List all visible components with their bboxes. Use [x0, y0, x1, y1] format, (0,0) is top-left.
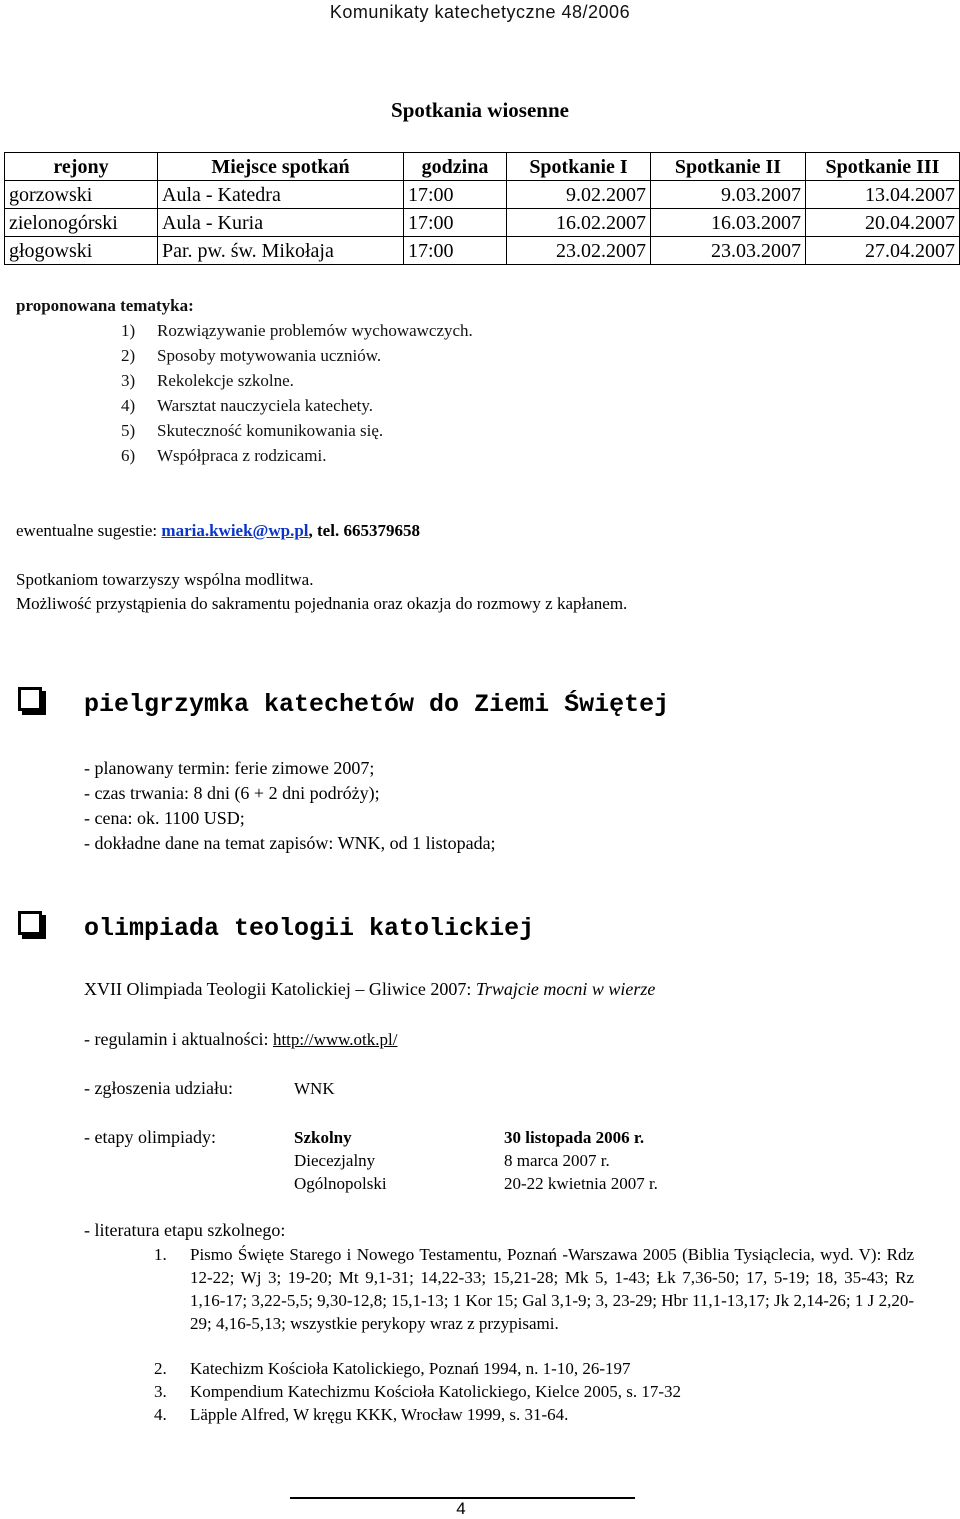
- column-header: Spotkanie II: [651, 153, 806, 181]
- list-text: Sposoby motywowania uczniów.: [157, 346, 382, 365]
- list-item: [121, 446, 326, 466]
- list-text: Skuteczność komunikowania się.: [157, 421, 384, 440]
- literature-text: Pismo Święte Starego i Nowego Testamentu, Poznań -Warszawa 2005 (Biblia Tysiąclecia, wyd. V): Rdz 12-22; Wj 3; 19-20; Mt 9,1-31; 14,22-33; 15,21-28; Mk 5, 1-43; Łk 7,36-50; 17, 5-19; 18, 35-43; Rz 1,16-17; 3,22-5,5; 9,30-12,8; 15,1-13; 1 Kor 15; Gal 3,1-9; 3, 23-29; Hbr 11,1-13,17; Jk 2,14-26; 1 J 2,20-29; 4,16-5,13; wszystkie perykopy wraz z przypisami.: [190, 1245, 914, 1333]
- stage-date: 8 marca 2007 r.: [504, 1151, 610, 1170]
- list-text: Rekolekcje szkolne.: [157, 371, 294, 390]
- literature-item: [154, 1243, 914, 1335]
- stage-date: 20-22 kwietnia 2007 r.: [504, 1174, 658, 1193]
- table-cell: 13.04.2007: [806, 181, 960, 209]
- stage-name: Ogólnopolski: [294, 1174, 387, 1193]
- table-row: [5, 237, 960, 265]
- page-title: Spotkania wiosenne: [391, 98, 569, 122]
- literature-number: 4.: [154, 1405, 167, 1424]
- running-header: Komunikaty katechetyczne 48/2006: [329, 2, 631, 22]
- table-cell: zielonogórski: [5, 209, 158, 237]
- table-cell: 17:00: [404, 209, 507, 237]
- literature-item: [154, 1380, 914, 1403]
- literature-number: 3.: [154, 1382, 167, 1401]
- stage-date: 30 listopada 2006 r.: [504, 1128, 645, 1147]
- column-header: Spotkanie I: [507, 153, 651, 181]
- page-number: 4: [456, 1499, 466, 1518]
- pilgrimage-line: - czas trwania: 8 dni (6 + 2 dni podróży);: [84, 783, 380, 803]
- phone-number: , tel. 665379658: [308, 521, 420, 540]
- table-cell: Aula - Katedra: [158, 181, 404, 209]
- suggestions-prefix: ewentualne sugestie:: [16, 521, 162, 540]
- list-item: [121, 346, 381, 366]
- table-cell: 16.02.2007: [507, 209, 651, 237]
- registration-value: WNK: [294, 1079, 335, 1098]
- table-cell: 9.03.2007: [651, 181, 806, 209]
- table-cell: 23.03.2007: [651, 237, 806, 265]
- registration-label: - zgłoszenia udziału:: [84, 1078, 233, 1098]
- table-cell: 17:00: [404, 237, 507, 265]
- table-cell: 16.03.2007: [651, 209, 806, 237]
- suggestions-line: [16, 521, 420, 541]
- table-cell: 27.04.2007: [806, 237, 960, 265]
- stages-label: - etapy olimpiady:: [84, 1127, 216, 1147]
- literature-label: - literatura etapu szkolnego:: [84, 1220, 286, 1240]
- literature-text: Kompendium Katechizmu Kościoła Katolickiego, Kielce 2005, s. 17-32: [190, 1382, 681, 1401]
- olympiad-subtitle-text: XVII Olimpiada Teologii Katolickiej – Gliwice 2007:: [84, 979, 476, 999]
- literature-number: 2.: [154, 1359, 167, 1378]
- checkbox-icon: [18, 911, 42, 935]
- table-row: [5, 209, 960, 237]
- pilgrimage-line: - planowany termin: ferie zimowe 2007;: [84, 758, 375, 778]
- rules-line: [84, 1029, 397, 1050]
- table-cell: Aula - Kuria: [158, 209, 404, 237]
- table-header-row: [5, 153, 960, 181]
- literature-item: [154, 1357, 914, 1380]
- table-cell: gorzowski: [5, 181, 158, 209]
- pilgrimage-heading: pielgrzymka katechetów do Ziemi Świętej: [84, 690, 670, 719]
- list-text: Rozwiązywanie problemów wychowawczych.: [157, 321, 473, 340]
- column-header: godzina: [404, 153, 507, 181]
- schedule-table: [4, 152, 960, 265]
- checkbox-icon: [18, 687, 42, 711]
- table-row: [5, 181, 960, 209]
- list-number: 3): [121, 371, 136, 390]
- rules-label: - regulamin i aktualności:: [84, 1029, 273, 1049]
- note-prayer: Spotkaniom towarzyszy wspólna modlitwa.: [16, 570, 314, 589]
- table-cell: 20.04.2007: [806, 209, 960, 237]
- list-number: 1): [121, 321, 136, 340]
- list-number: 4): [121, 396, 136, 415]
- rules-link[interactable]: http://www.otk.pl/: [272, 1030, 398, 1049]
- list-item: [121, 321, 473, 341]
- table-cell: Par. pw. św. Mikołaja: [158, 237, 404, 265]
- olympiad-subtitle: [84, 979, 655, 1000]
- table-cell: 23.02.2007: [507, 237, 651, 265]
- list-text: Warsztat nauczyciela katechety.: [157, 396, 374, 415]
- stage-name: Szkolny: [294, 1128, 352, 1147]
- list-text: Współpraca z rodzicami.: [157, 446, 327, 465]
- table-cell: 17:00: [404, 181, 507, 209]
- list-item: [121, 371, 294, 391]
- literature-number: 1.: [154, 1245, 167, 1264]
- table-cell: 9.02.2007: [507, 181, 651, 209]
- literature-item: [154, 1403, 914, 1426]
- email-link[interactable]: maria.kwiek@wp.pl: [161, 521, 309, 540]
- pilgrimage-line: - dokładne dane na temat zapisów: WNK, od 1 listopada;: [84, 833, 496, 853]
- list-number: 6): [121, 446, 136, 465]
- list-number: 5): [121, 421, 136, 440]
- column-header: Spotkanie III: [806, 153, 960, 181]
- list-item: [121, 396, 373, 416]
- list-number: 2): [121, 346, 136, 365]
- olympiad-motto: Trwajcie mocni w wierze: [475, 979, 656, 999]
- table-cell: głogowski: [5, 237, 158, 265]
- literature-text: Katechizm Kościoła Katolickiego, Poznań 1994, n. 1-10, 26-197: [190, 1359, 631, 1378]
- list-item: [121, 421, 383, 441]
- literature-text: Läpple Alfred, W kręgu KKK, Wrocław 1999, s. 31-64.: [190, 1405, 569, 1424]
- column-header: rejony: [5, 153, 158, 181]
- olympiad-heading: olimpiada teologii katolickiej: [84, 914, 535, 943]
- stage-name: Diecezjalny: [294, 1151, 376, 1170]
- pilgrimage-line: - cena: ok. 1100 USD;: [84, 808, 245, 828]
- topics-label: proponowana tematyka:: [16, 296, 194, 315]
- note-confession: Możliwość przystąpienia do sakramentu pojednania oraz okazja do rozmowy z kapłanem.: [16, 594, 628, 613]
- column-header: Miejsce spotkań: [158, 153, 404, 181]
